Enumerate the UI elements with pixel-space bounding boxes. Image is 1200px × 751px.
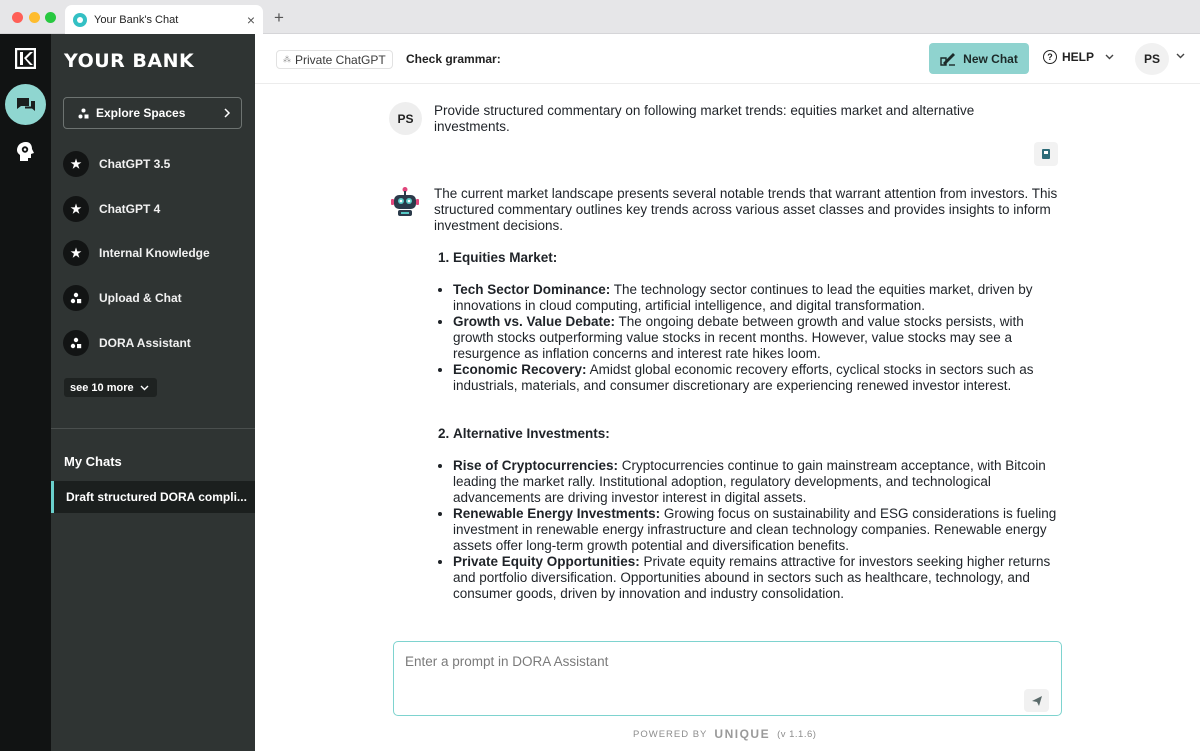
see-more-label: see 10 more (70, 381, 134, 394)
mode-label: Private ChatGPT (295, 52, 386, 67)
robot-icon (390, 186, 420, 218)
star-icon: ★ (63, 151, 89, 177)
space-label: ChatGPT 3.5 (99, 157, 171, 171)
section-list (453, 250, 1059, 266)
explore-spaces-label: Explore Spaces (96, 106, 186, 120)
space-chatgpt-35[interactable] (63, 149, 243, 179)
bullet-list (453, 282, 1059, 394)
sidebar (51, 34, 255, 751)
book-icon (1041, 148, 1051, 160)
list-item: • Tech Sector Dominance: The technology sector continues to lead the equities market, driven by innovations in cloud computing, artificial intelligence, and digital transformation. (453, 282, 1059, 314)
sidebar-divider (51, 428, 255, 429)
close-tab-icon[interactable]: × (246, 11, 255, 28)
space-label: Upload & Chat (99, 291, 182, 305)
see-more-button[interactable] (64, 378, 157, 397)
tab-title: Your Bank's Chat (94, 13, 179, 26)
chat-bubble-icon (73, 13, 87, 27)
star-icon: ★ (63, 196, 89, 222)
new-chat-button[interactable] (929, 43, 1029, 74)
copy-prompt-button[interactable] (1034, 142, 1058, 166)
mode-badge[interactable] (276, 50, 393, 69)
space-dora-assistant[interactable] (63, 328, 243, 358)
list-item: • Growth vs. Value Debate: The ongoing debate between growth and value stocks persists, with growth stocks outperforming value stocks in recent months. However, value stocks may see a resurgence as inflation concerns and interest rate hikes loom. (453, 314, 1059, 362)
assistant-intro: The current market landscape presents several notable trends that warrant attention from investors. This structured commentary outlines key trends across various asset classes and provides insights to inform investment decisions. (434, 186, 1058, 233)
chat-icon (16, 96, 36, 114)
chevron-right-icon (223, 108, 231, 118)
section-title: 1. Equities Market: (453, 250, 1059, 266)
my-chats-heading: My Chats (64, 454, 122, 469)
list-item: • Renewable Energy Investments: Growing focus on sustainability and ESG considerations is fueling investment in renewable energy infrastructure and clean technology companies. Renewable energy assets offer long-term growth potential and diversification benefits. (453, 506, 1059, 554)
space-label: Internal Knowledge (99, 246, 210, 260)
help-label: HELP (1062, 50, 1095, 64)
send-button[interactable] (1024, 689, 1049, 712)
browser-chrome (0, 0, 1200, 34)
version-label: (v 1.1.6) (777, 728, 817, 740)
user-message-avatar: PS (389, 102, 422, 135)
brand-logo[interactable]: YOUR BANK (64, 50, 195, 72)
brain-gear-icon[interactable] (15, 141, 37, 163)
assistant-message (434, 186, 1059, 602)
shapes-icon: ⁂ (283, 55, 291, 64)
top-header (255, 34, 1200, 84)
chevron-down-icon (140, 385, 149, 391)
user-message: Provide structured commentary on following market trends: equities market and alternative investments. (434, 103, 975, 134)
minimize-window-button[interactable] (29, 12, 40, 23)
powered-by-label: POWERED BY (633, 728, 708, 740)
help-menu[interactable] (1043, 50, 1114, 64)
close-window-button[interactable] (12, 12, 23, 23)
star-icon: ★ (63, 240, 89, 266)
question-icon: ? (1043, 50, 1057, 64)
prompt-box (393, 641, 1062, 716)
list-item: • Private Equity Opportunities: Private equity remains attractive for investors seeking higher returns and portfolio diversification. Opportunities abound in sectors such as healthcare, technology, and consumer goods, driven by innovation and industry consolidation. (453, 554, 1059, 602)
shapes-icon (78, 108, 89, 119)
browser-tab[interactable] (65, 5, 263, 34)
list-item: • Rise of Cryptocurrencies: Cryptocurrencies continue to gain mainstream acceptance, with Bitcoin leading the market rally. Institutional adoption, regulatory developments, and technological advancements are driving investor interest in digital assets. (453, 458, 1059, 506)
explore-spaces-button[interactable] (63, 97, 242, 129)
prompt-input[interactable] (405, 654, 1005, 669)
space-upload-chat[interactable] (63, 283, 243, 313)
new-chat-label: New Chat (963, 51, 1018, 66)
shapes-icon (63, 285, 89, 311)
user-avatar[interactable]: PS (1135, 43, 1169, 75)
space-label: ChatGPT 4 (99, 202, 161, 216)
section-title: 2. Alternative Investments: (453, 426, 1059, 442)
chevron-down-icon (1105, 54, 1114, 60)
chat-item-active[interactable]: Draft structured DORA compli... (51, 481, 255, 513)
logo-icon[interactable] (15, 48, 36, 69)
section-list (453, 426, 1059, 442)
shapes-icon (63, 330, 89, 356)
space-internal-knowledge[interactable] (63, 238, 243, 268)
chat-nav-button[interactable] (5, 84, 46, 125)
unique-logo: UNIQUE (714, 727, 771, 741)
new-tab-button[interactable]: + (274, 8, 284, 27)
bullet-list (453, 458, 1059, 602)
footer (633, 727, 816, 741)
chevron-down-icon[interactable] (1176, 53, 1185, 59)
send-icon (1031, 695, 1043, 707)
space-chatgpt-4[interactable] (63, 194, 243, 224)
maximize-window-button[interactable] (45, 12, 56, 23)
new-chat-icon (940, 52, 956, 66)
list-item: • Economic Recovery: Amidst global economic recovery efforts, cyclical stocks in sectors such as industrials, materials, and consumer discretionary are experiencing renewed investor interest. (453, 362, 1059, 394)
page-title: Check grammar: (406, 52, 501, 66)
space-label: DORA Assistant (99, 336, 191, 350)
icon-rail (0, 34, 51, 751)
